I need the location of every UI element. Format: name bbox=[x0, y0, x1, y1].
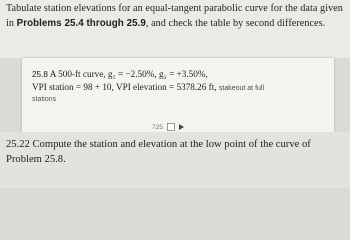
instruction-text-before: Tabulate station elevations for an equal-tangent parabolic curve for the data given in bbox=[6, 3, 343, 30]
problem-25-8-line2 bbox=[32, 82, 264, 92]
problem-25-8-card bbox=[22, 58, 334, 132]
problem-25-22-text: 25.22 Compute the station and elevation at the low point of the curve of Problem 25.8. bbox=[6, 139, 311, 166]
problem-25-8-line1 bbox=[32, 69, 208, 79]
problem-25-22-block bbox=[0, 132, 350, 188]
page-number: 725 bbox=[152, 123, 163, 131]
page-navigation bbox=[152, 122, 184, 132]
next-page-arrow-icon[interactable] bbox=[179, 124, 184, 130]
problem-vpi-data: VPI station = 98 + 10, VPI elevation = 5378.26 ft, bbox=[32, 82, 217, 92]
instruction-block bbox=[0, 0, 350, 58]
problem-stakeout-text: stakeout at full bbox=[218, 85, 265, 92]
page-box-icon[interactable] bbox=[167, 123, 175, 131]
instruction-paragraph bbox=[0, 0, 350, 31]
problem-curve-data: A 500-ft curve, g₁ = −2.50%, g₂ = +3.50%, bbox=[49, 69, 208, 79]
problem-number: 25.8 bbox=[32, 70, 48, 79]
problems-reference: Problems 25.4 through 25.9 bbox=[16, 18, 146, 30]
problem-25-8-line3: stations bbox=[32, 96, 57, 103]
instruction-text-after: , and check the table by second differences. bbox=[145, 18, 326, 30]
